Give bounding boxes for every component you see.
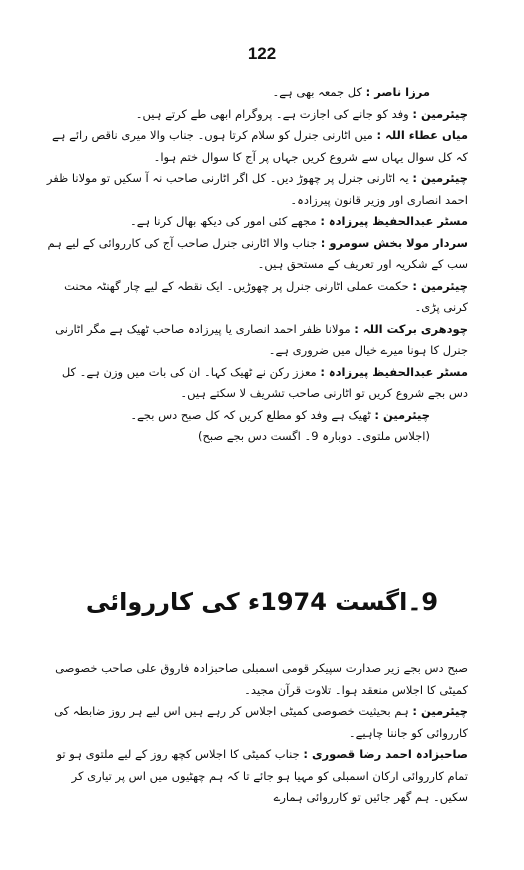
speaker-name: چیئرمین : bbox=[412, 704, 468, 718]
transcript-paragraph bbox=[40, 658, 490, 701]
transcript-paragraph bbox=[40, 168, 490, 211]
paragraph-text: میں اٹارنی جنرل کو سلام کرتا ہوں۔ جناب والا میری ناقص رائے ہے کہ کل سوال یہاں سے شروع کریں جہاں پر آج کا سوال ختم ہوا۔ bbox=[51, 128, 468, 164]
section-heading: 9۔اگست 1974ء کی کارروائی bbox=[85, 588, 439, 616]
paragraph-text: ٹھیک ہے وفد کو مطلع کریں کہ کل صبح دس بجے۔ bbox=[130, 407, 375, 422]
speaker-name: میاں عطاء اللہ : bbox=[376, 128, 468, 142]
transcript-paragraph bbox=[40, 744, 490, 809]
paragraph-text: یہ اٹارنی جنرل پر چھوڑ دیں۔ کل اگر اٹارنی صاحب نہ آ سکیں تو مولانا ظفر احمد انصاری اور وزیر قانون پیرزادہ۔ bbox=[46, 171, 468, 207]
transcript-paragraph bbox=[40, 362, 490, 405]
paragraph-text: جناب کمیٹی کا اجلاس کچھ روز کے لیے ملتوی ہو تو تمام کارروائی ارکان اسمبلی کو مہیا ہو جائے تا کہ ہم چھٹیوں میں اس پر تیاری کر سکیں۔ ہم گھر جائیں تو کارروائی ہمارے bbox=[56, 747, 468, 804]
paragraph-text: مولانا ظفر احمد انصاری یا پیرزادہ صاحب ٹھیک ہے مگر اٹارنی جنرل کا ہونا میرے خیال میں ضروری ہے۔ bbox=[55, 321, 468, 357]
paragraph-text: حکمت عملی اٹارنی جنرل پر چھوڑیں۔ ایک نقطہ کے لیے چار گھنٹہ محنت کرنی پڑی۔ bbox=[64, 278, 468, 314]
transcript-paragraph bbox=[40, 426, 490, 448]
page-number: 122 bbox=[247, 44, 277, 63]
paragraph-text: مجھے کئی امور کی دیکھ بھال کرنا ہے۔ bbox=[129, 214, 321, 228]
speaker-name: چیئرمین : bbox=[412, 278, 468, 293]
paragraph-text: جناب والا اٹارنی جنرل صاحب آج کی کارروائی کے لیے ہم سب کے شکریہ اور تعریف کے مستحق ہیں۔ bbox=[47, 235, 468, 271]
paragraph-text: ہم بحیثیت خصوصی کمیٹی اجلاس کر رہے ہیں اس لیے ہر روز ضابطہ کی کارروائی کو جاننا چاہیے۔ bbox=[54, 704, 468, 740]
transcript-bottom-section bbox=[40, 658, 490, 809]
paragraph-text: کل جمعہ بھی ہے۔ bbox=[272, 85, 366, 99]
paragraph-text: معزز رکن نے ٹھیک کہا۔ ان کی بات میں وزن ہے۔ کل دس بجے شروع کریں تو اٹارنی صاحب تشریف لا سکتے ہیں۔ bbox=[61, 364, 468, 400]
transcript-paragraph bbox=[40, 276, 490, 319]
transcript-paragraph bbox=[40, 319, 490, 362]
transcript-paragraph bbox=[40, 104, 490, 126]
transcript-top-section bbox=[40, 82, 490, 448]
paragraph-text: وفد کو جانے کی اجازت ہے۔ پروگرام ابھی طے کرتے ہیں۔ bbox=[135, 106, 413, 121]
paragraph-text: (اجلاس ملتوی۔ دوبارہ 9۔ اگست دس بجے صبح) bbox=[197, 429, 430, 443]
speaker-name: چیئرمین : bbox=[412, 106, 468, 121]
speaker-name: سردار مولا بخش سومرو : bbox=[320, 235, 468, 250]
transcript-paragraph bbox=[40, 211, 490, 233]
transcript-paragraph bbox=[40, 233, 490, 276]
speaker-name: مرزا ناصر : bbox=[365, 85, 430, 99]
transcript-paragraph bbox=[40, 82, 490, 104]
speaker-name: چودھری برکت اللہ : bbox=[354, 321, 468, 336]
speaker-name: چیئرمین : bbox=[412, 171, 468, 185]
transcript-paragraph bbox=[40, 125, 490, 168]
speaker-name: مسٹر عبدالحفیظ پیرزادہ : bbox=[320, 364, 468, 379]
speaker-name: چیئرمین : bbox=[374, 407, 430, 422]
transcript-paragraph bbox=[40, 405, 490, 427]
speaker-name: صاحبزادہ احمد رضا قصوری : bbox=[303, 747, 468, 761]
speaker-name: مسٹر عبدالحفیظ پیرزادہ : bbox=[320, 214, 468, 228]
transcript-paragraph bbox=[40, 701, 490, 744]
paragraph-text: صبح دس بجے زیر صدارت سپیکر قومی اسمبلی صاحبزادہ فاروق علی صاحب خصوصی کمیٹی کا اجلاس منعقد ہوا۔ تلاوت قرآن مجید۔ bbox=[55, 661, 468, 697]
